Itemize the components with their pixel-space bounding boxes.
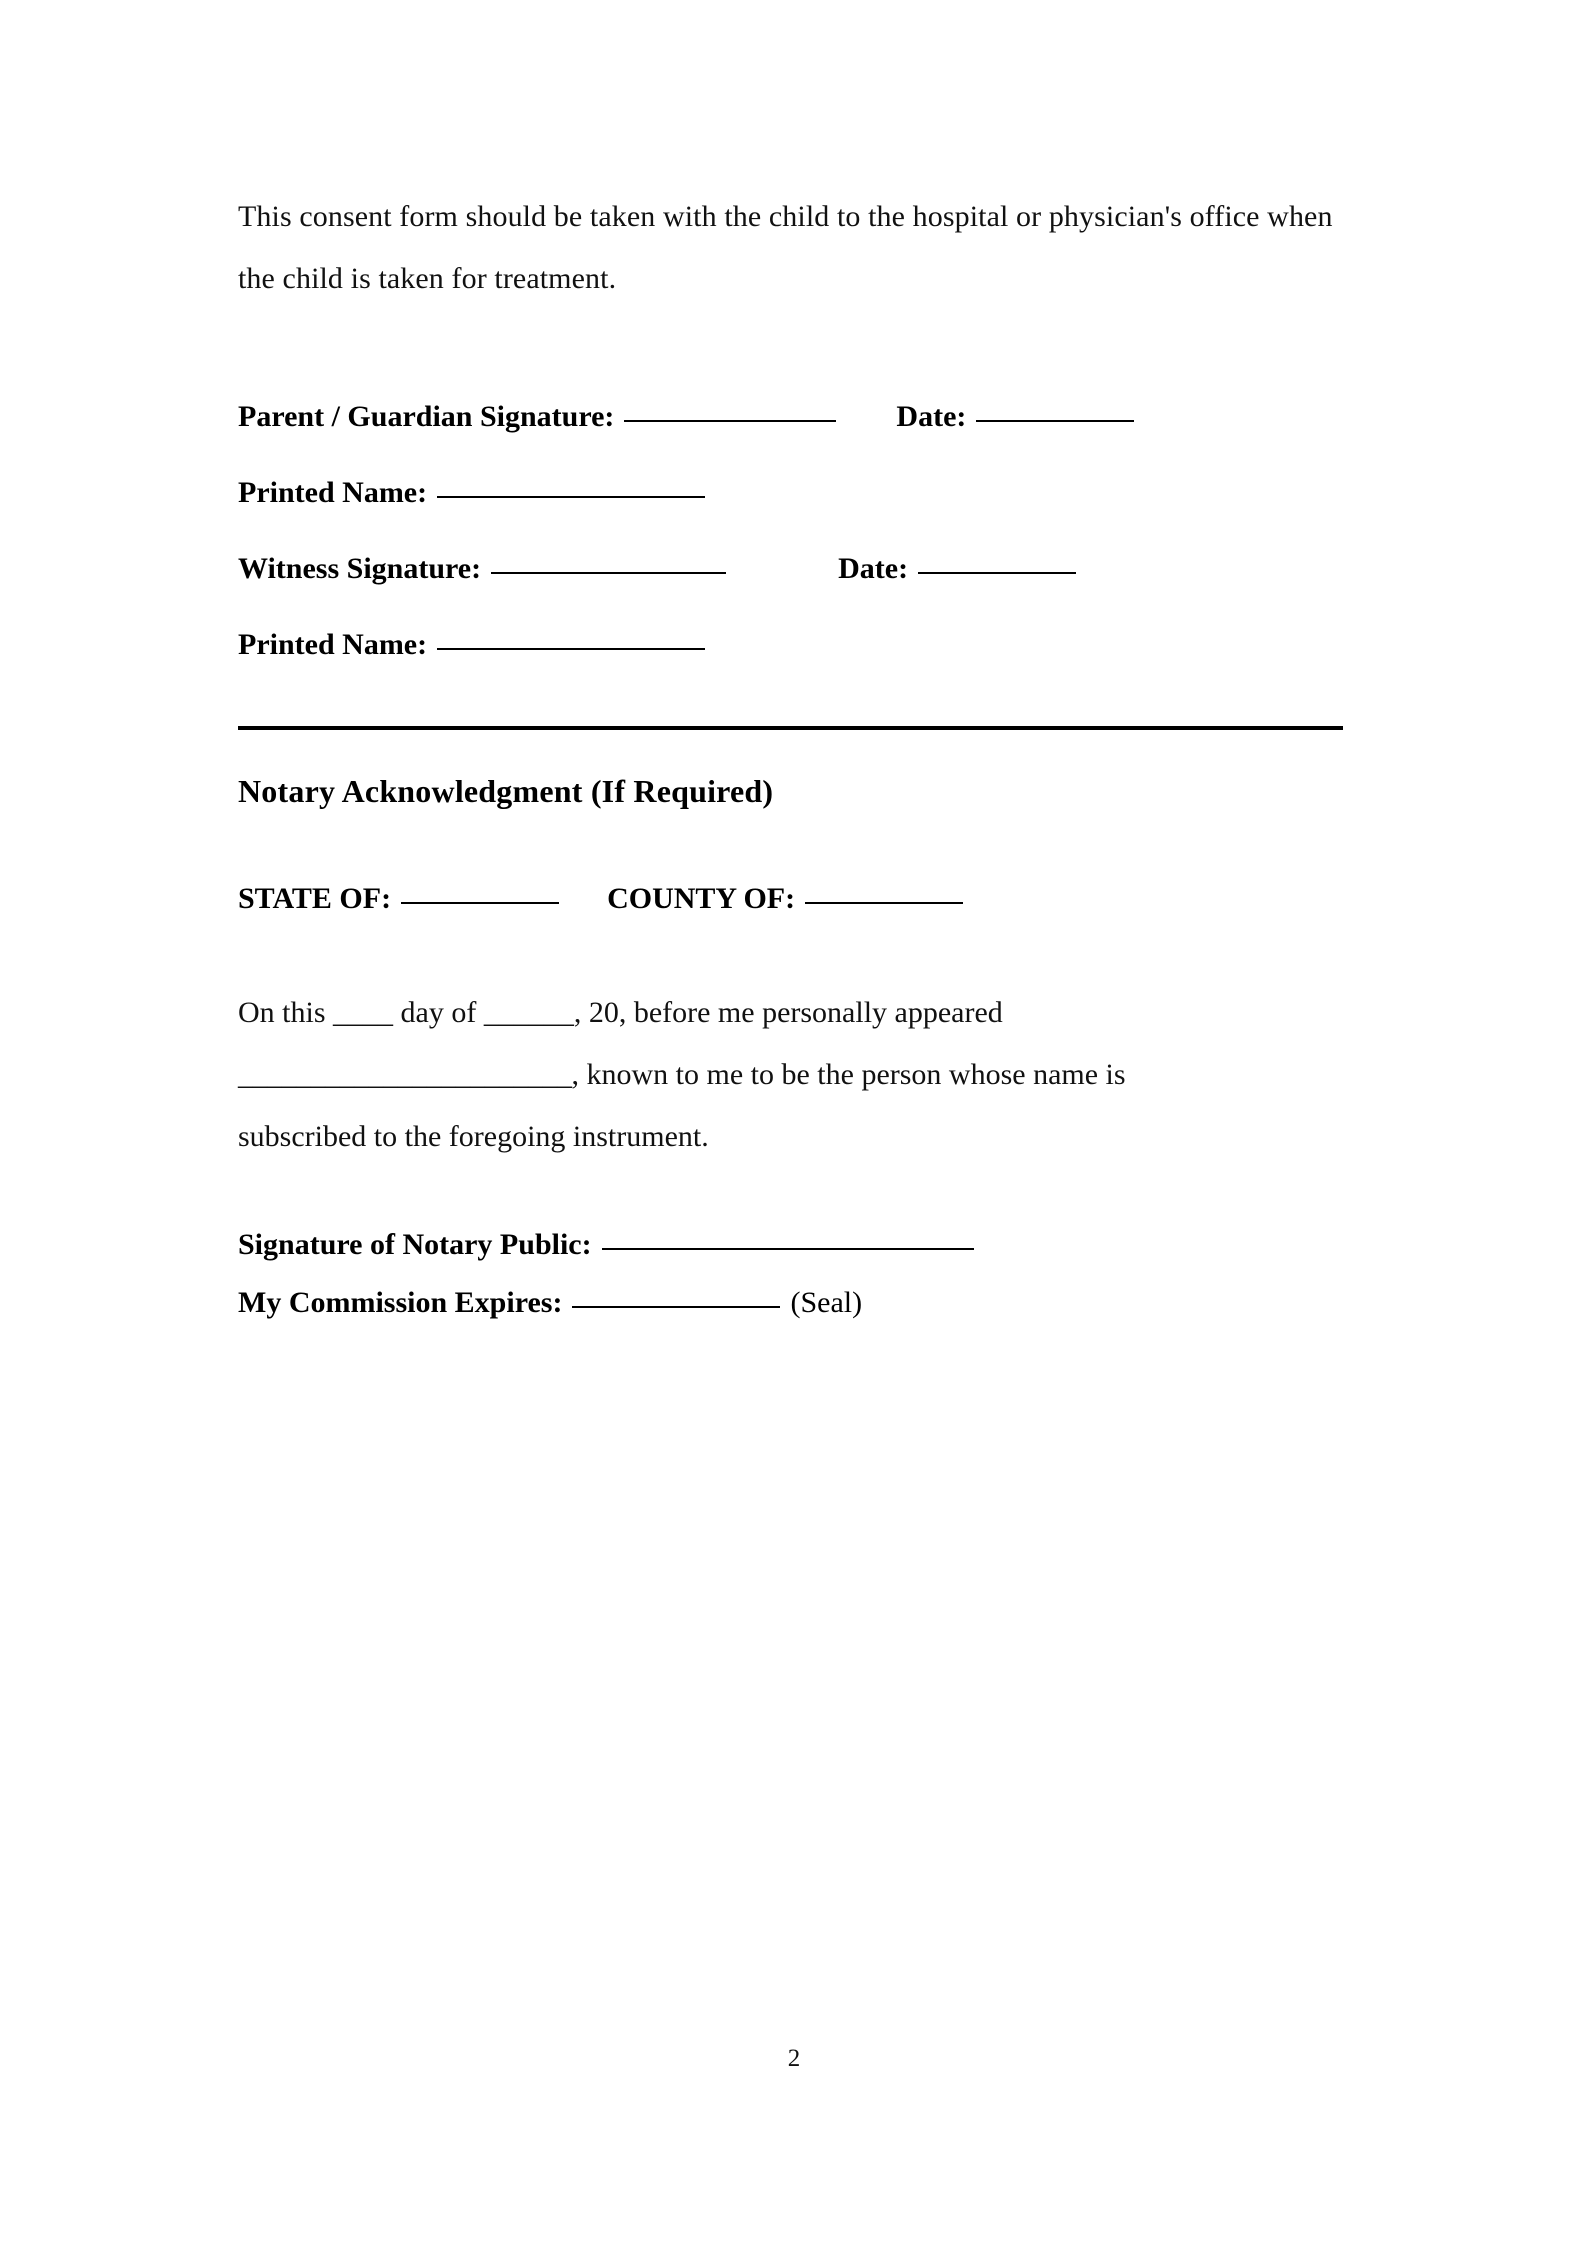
witness-date-blank[interactable]	[918, 571, 1076, 574]
notary-signature-label: Signature of Notary Public:	[238, 1228, 592, 1261]
page-number: 2	[787, 2045, 801, 2072]
parent-date-label: Date:	[896, 400, 967, 433]
state-county-row	[238, 874, 1346, 924]
witness-printed-name-label: Printed Name:	[238, 628, 428, 661]
parent-printed-name-row	[238, 468, 1346, 518]
witness-printed-name-blank[interactable]	[437, 647, 705, 650]
spacer	[238, 670, 1346, 726]
spacer	[238, 924, 1346, 982]
commission-expires-row	[238, 1278, 1346, 1328]
spacer	[238, 730, 1346, 768]
commission-expires-label: My Commission Expires:	[238, 1286, 563, 1319]
page-content	[238, 186, 1346, 1328]
spacer	[238, 518, 1346, 544]
notary-appeared-name-blank[interactable]: _______________________	[238, 1058, 572, 1091]
witness-printed-name-row	[238, 620, 1346, 670]
county-of-blank[interactable]	[805, 901, 963, 904]
notary-body-line-1: On this ____ day of ______, 20, before me personally appeared	[238, 996, 1003, 1029]
spacer	[238, 1270, 1346, 1278]
spacer	[238, 594, 1346, 620]
parent-date-blank[interactable]	[976, 419, 1134, 422]
seal-note: (Seal)	[790, 1286, 863, 1319]
notary-acknowledgment-heading: Notary Acknowledgment (If Required)	[238, 773, 774, 809]
commission-expires-blank[interactable]	[572, 1305, 780, 1308]
parent-guardian-signature-blank[interactable]	[624, 419, 836, 422]
state-of-blank[interactable]	[401, 901, 559, 904]
state-of-label: STATE OF:	[238, 882, 392, 915]
spacer	[238, 442, 1346, 468]
notary-signature-blank[interactable]	[602, 1247, 974, 1250]
spacer	[238, 814, 1346, 874]
parent-guardian-signature-row	[238, 392, 1346, 442]
witness-signature-label: Witness Signature:	[238, 552, 482, 585]
notary-signature-row	[238, 1220, 1346, 1270]
parent-guardian-signature-label: Parent / Guardian Signature:	[238, 400, 615, 433]
witness-signature-blank[interactable]	[491, 571, 726, 574]
witness-date-label: Date:	[838, 552, 909, 585]
notary-body-line-2-rest: , known to me to be the person whose name is	[571, 1058, 1126, 1091]
intro-paragraph: This consent form should be taken with the child to the hospital or physician's office when the child is taken for treatment.	[238, 200, 1333, 295]
notary-body-line-3: subscribed to the foregoing instrument.	[238, 1120, 709, 1153]
county-of-label: COUNTY OF:	[607, 882, 796, 915]
notary-body-line-2	[238, 1044, 1346, 1106]
spacer	[238, 1168, 1346, 1220]
spacer	[238, 310, 1346, 392]
witness-signature-row	[238, 544, 1346, 594]
parent-printed-name-label: Printed Name:	[238, 476, 428, 509]
parent-printed-name-blank[interactable]	[437, 495, 705, 498]
